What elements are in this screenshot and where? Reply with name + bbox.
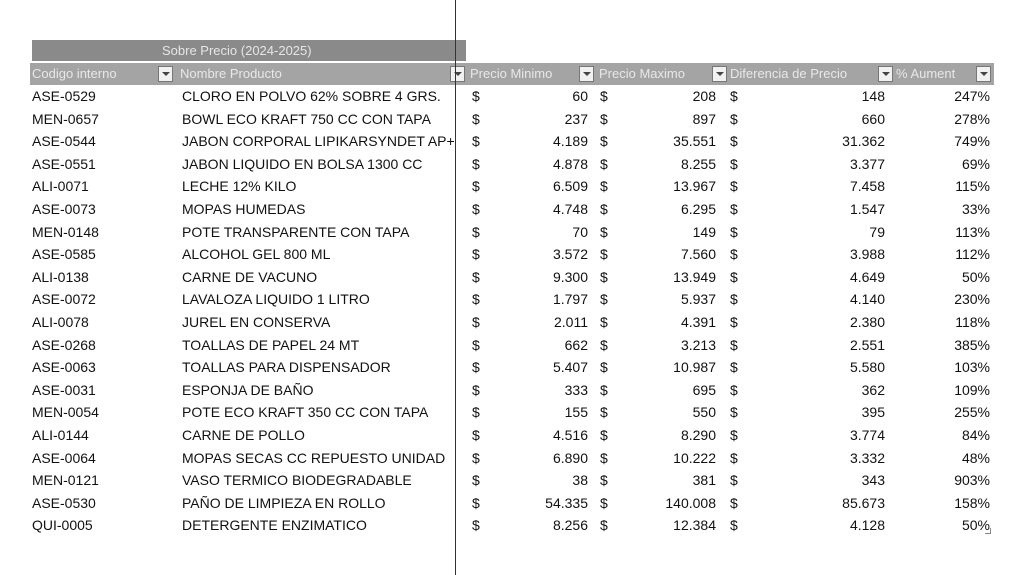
- currency-symbol[interactable]: $: [472, 381, 480, 398]
- code-cell[interactable]: ASE-0530: [32, 494, 96, 511]
- precio-minimo-cell[interactable]: 4.748: [552, 200, 588, 217]
- table-row[interactable]: [0, 222, 1024, 245]
- code-cell[interactable]: ASE-0268: [32, 336, 96, 353]
- diferencia-cell[interactable]: 343: [861, 472, 885, 489]
- porcentaje-cell[interactable]: 278%: [954, 110, 990, 127]
- currency-symbol[interactable]: $: [472, 517, 480, 534]
- precio-minimo-cell[interactable]: 155: [564, 404, 588, 421]
- product-name-cell[interactable]: CLORO EN POLVO 62% SOBRE 4 GRS.: [182, 88, 441, 104]
- code-cell[interactable]: ASE-0073: [32, 200, 96, 217]
- precio-minimo-cell[interactable]: 8.256: [552, 517, 588, 534]
- currency-symbol[interactable]: $: [600, 404, 608, 421]
- table-row[interactable]: [0, 470, 1024, 493]
- product-name-cell[interactable]: POTE TRANSPARENTE CON TAPA: [182, 223, 410, 240]
- filter-dropdown-diferencia[interactable]: [878, 63, 893, 85]
- currency-symbol[interactable]: $: [730, 268, 738, 285]
- product-name-cell[interactable]: ESPONJA DE BAÑO: [182, 381, 314, 398]
- currency-symbol[interactable]: $: [472, 359, 480, 376]
- currency-symbol[interactable]: $: [600, 223, 608, 240]
- porcentaje-cell[interactable]: 158%: [954, 494, 990, 511]
- precio-minimo-cell[interactable]: 4.878: [552, 155, 588, 172]
- product-name-cell[interactable]: CARNE DE VACUNO: [182, 268, 318, 285]
- precio-maximo-cell[interactable]: 4.391: [680, 313, 716, 330]
- header-nombre-producto: Nombre Producto: [180, 66, 282, 81]
- filter-dropdown-minimo[interactable]: [579, 63, 594, 85]
- code-cell[interactable]: ASE-0529: [32, 88, 96, 104]
- precio-maximo-cell[interactable]: 6.295: [680, 200, 716, 217]
- precio-minimo-cell[interactable]: 70: [572, 223, 588, 240]
- diferencia-cell[interactable]: 7.458: [849, 178, 885, 195]
- currency-symbol[interactable]: $: [730, 517, 738, 534]
- precio-maximo-cell[interactable]: 7.560: [680, 246, 716, 263]
- currency-symbol[interactable]: $: [600, 517, 608, 534]
- product-name-cell[interactable]: BOWL ECO KRAFT 750 CC CON TAPA: [182, 110, 431, 127]
- currency-symbol[interactable]: $: [730, 155, 738, 172]
- currency-symbol[interactable]: $: [730, 110, 738, 127]
- precio-maximo-cell[interactable]: 140.008: [665, 494, 716, 511]
- diferencia-cell[interactable]: 395: [861, 404, 885, 421]
- diferencia-cell[interactable]: 2.380: [849, 313, 885, 330]
- precio-maximo-cell[interactable]: 695: [692, 381, 716, 398]
- code-cell[interactable]: QUI-0005: [32, 517, 93, 534]
- product-name-cell[interactable]: MOPAS SECAS CC REPUESTO UNIDAD: [182, 449, 446, 466]
- product-name-cell[interactable]: JABON LIQUIDO EN BOLSA 1300 CC: [182, 155, 423, 172]
- precio-minimo-cell[interactable]: 38: [572, 472, 588, 489]
- precio-maximo-cell[interactable]: 381: [692, 472, 716, 489]
- currency-symbol[interactable]: $: [730, 313, 738, 330]
- table-row[interactable]: [0, 176, 1024, 199]
- currency-symbol[interactable]: $: [730, 381, 738, 398]
- filter-dropdown-porcentaje[interactable]: [976, 63, 991, 85]
- column-divider-line: [455, 0, 456, 575]
- code-cell[interactable]: ALI-0138: [32, 268, 89, 285]
- table-resize-handle[interactable]: [985, 528, 991, 534]
- product-name-cell[interactable]: POTE ECO KRAFT 350 CC CON TAPA: [182, 404, 429, 421]
- table-row[interactable]: [0, 312, 1024, 335]
- table-row[interactable]: [0, 86, 1024, 109]
- table-row[interactable]: [0, 402, 1024, 425]
- currency-symbol[interactable]: $: [472, 133, 480, 150]
- diferencia-cell[interactable]: 85.673: [842, 494, 885, 511]
- product-name-cell[interactable]: TOALLAS DE PAPEL 24 MT: [182, 336, 360, 353]
- table-row[interactable]: [0, 335, 1024, 358]
- code-cell[interactable]: ASE-0063: [32, 359, 96, 376]
- currency-symbol[interactable]: $: [472, 268, 480, 285]
- code-cell[interactable]: MEN-0148: [32, 223, 99, 240]
- porcentaje-cell[interactable]: 103%: [954, 359, 990, 376]
- currency-symbol[interactable]: $: [730, 494, 738, 511]
- currency-symbol[interactable]: $: [472, 426, 480, 443]
- precio-maximo-cell[interactable]: 5.937: [680, 291, 716, 308]
- product-name-cell[interactable]: ALCOHOL GEL 800 ML: [182, 246, 331, 263]
- precio-minimo-cell[interactable]: 2.011: [554, 313, 588, 330]
- diferencia-cell[interactable]: 1.547: [849, 200, 885, 217]
- porcentaje-cell[interactable]: 50%: [961, 268, 990, 285]
- header-diferencia-precio: Diferencia de Precio: [730, 66, 848, 81]
- precio-maximo-cell[interactable]: 13.949: [673, 268, 716, 285]
- code-cell[interactable]: ASE-0544: [32, 133, 96, 150]
- table-row[interactable]: [0, 244, 1024, 267]
- precio-minimo-cell[interactable]: 333: [564, 381, 588, 398]
- code-cell[interactable]: ASE-0551: [32, 155, 96, 172]
- code-cell[interactable]: ALI-0071: [32, 178, 89, 195]
- code-cell[interactable]: MEN-0657: [32, 110, 99, 127]
- porcentaje-cell[interactable]: 50%: [961, 517, 990, 534]
- currency-symbol[interactable]: $: [600, 110, 608, 127]
- currency-symbol[interactable]: $: [600, 246, 608, 263]
- table-row[interactable]: [0, 380, 1024, 403]
- precio-maximo-cell[interactable]: 35.551: [673, 133, 716, 150]
- code-cell[interactable]: ALI-0078: [32, 313, 89, 330]
- code-cell[interactable]: MEN-0121: [32, 472, 99, 489]
- precio-maximo-cell[interactable]: 12.384: [673, 517, 716, 534]
- dropdown-arrow-icon[interactable]: [712, 66, 727, 82]
- product-name-cell[interactable]: MOPAS HUMEDAS: [182, 200, 306, 217]
- precio-maximo-cell[interactable]: 10.987: [673, 359, 716, 376]
- product-name-cell[interactable]: JABON CORPORAL LIPIKARSYNDET AP+: [182, 133, 455, 150]
- porcentaje-cell[interactable]: 247%: [954, 88, 990, 104]
- currency-symbol[interactable]: $: [730, 336, 738, 353]
- porcentaje-cell[interactable]: 118%: [955, 313, 990, 330]
- currency-symbol[interactable]: $: [730, 223, 738, 240]
- currency-symbol[interactable]: $: [600, 494, 608, 511]
- diferencia-cell[interactable]: 3.332: [849, 449, 885, 466]
- currency-symbol[interactable]: $: [472, 200, 480, 217]
- product-name-cell[interactable]: DETERGENTE ENZIMATICO: [182, 517, 367, 534]
- porcentaje-cell[interactable]: 113%: [955, 223, 990, 240]
- dropdown-arrow-icon[interactable]: [976, 66, 991, 82]
- porcentaje-cell[interactable]: 385%: [954, 336, 990, 353]
- porcentaje-cell[interactable]: 112%: [955, 246, 990, 263]
- currency-symbol[interactable]: $: [472, 336, 480, 353]
- precio-maximo-cell[interactable]: 3.213: [680, 336, 716, 353]
- product-name-cell[interactable]: PAÑO DE LIMPIEZA EN ROLLO: [182, 494, 386, 511]
- table-row[interactable]: [0, 425, 1024, 448]
- table-row[interactable]: [0, 109, 1024, 132]
- precio-minimo-cell[interactable]: 60: [572, 88, 588, 104]
- table-row[interactable]: [0, 515, 1024, 538]
- product-name-cell[interactable]: VASO TERMICO BIODEGRADABLE: [182, 472, 412, 489]
- dropdown-arrow-icon[interactable]: [158, 66, 173, 82]
- diferencia-cell[interactable]: 4.140: [849, 291, 885, 308]
- currency-symbol[interactable]: $: [472, 449, 480, 466]
- table-body: [0, 86, 1024, 538]
- precio-minimo-cell[interactable]: 6.890: [552, 449, 588, 466]
- table-title: Sobre Precio (2024-2025): [162, 43, 312, 58]
- precio-minimo-cell[interactable]: 237: [564, 110, 588, 127]
- currency-symbol[interactable]: $: [472, 291, 480, 308]
- code-cell[interactable]: ALI-0144: [32, 426, 89, 443]
- product-name-cell[interactable]: CARNE DE POLLO: [182, 426, 305, 443]
- product-name-cell[interactable]: LECHE 12% KILO: [182, 178, 297, 195]
- code-cell[interactable]: ASE-0072: [32, 291, 96, 308]
- header-codigo-interno: Codigo interno: [32, 66, 117, 81]
- porcentaje-cell[interactable]: 33%: [961, 200, 990, 217]
- currency-symbol[interactable]: $: [472, 178, 480, 195]
- table-row[interactable]: [0, 289, 1024, 312]
- precio-maximo-cell[interactable]: 13.967: [673, 178, 716, 195]
- table-row[interactable]: [0, 357, 1024, 380]
- currency-symbol[interactable]: $: [472, 88, 480, 104]
- porcentaje-cell[interactable]: 115%: [955, 178, 990, 195]
- precio-maximo-cell[interactable]: 8.255: [680, 155, 716, 172]
- diferencia-cell[interactable]: 148: [861, 88, 885, 104]
- currency-symbol[interactable]: $: [730, 133, 738, 150]
- diferencia-cell[interactable]: 31.362: [842, 133, 885, 150]
- filter-dropdown-codigo[interactable]: [158, 63, 173, 85]
- currency-symbol[interactable]: $: [730, 404, 738, 421]
- currency-symbol[interactable]: $: [600, 359, 608, 376]
- precio-maximo-cell[interactable]: 208: [692, 88, 716, 104]
- currency-symbol[interactable]: $: [600, 426, 608, 443]
- precio-maximo-cell[interactable]: 897: [692, 110, 716, 127]
- currency-symbol[interactable]: $: [600, 88, 608, 104]
- precio-minimo-cell[interactable]: 662: [564, 336, 588, 353]
- product-name-cell[interactable]: TOALLAS PARA DISPENSADOR: [182, 359, 391, 376]
- porcentaje-cell[interactable]: 84%: [961, 426, 990, 443]
- diferencia-cell[interactable]: 2.551: [849, 336, 885, 353]
- currency-symbol[interactable]: $: [600, 291, 608, 308]
- currency-symbol[interactable]: $: [600, 155, 608, 172]
- currency-symbol[interactable]: $: [730, 426, 738, 443]
- code-cell[interactable]: ASE-0585: [32, 246, 96, 263]
- currency-symbol[interactable]: $: [600, 472, 608, 489]
- table-row[interactable]: [0, 448, 1024, 471]
- currency-symbol[interactable]: $: [730, 472, 738, 489]
- currency-symbol[interactable]: $: [600, 313, 608, 330]
- table-row[interactable]: [0, 199, 1024, 222]
- header-precio-minimo: Precio Minimo: [470, 66, 553, 81]
- product-name-cell[interactable]: LAVALOZA LIQUIDO 1 LITRO: [182, 291, 370, 308]
- currency-symbol[interactable]: $: [730, 88, 738, 104]
- header-precio-maximo: Precio Maximo: [599, 66, 685, 81]
- diferencia-cell[interactable]: 4.128: [849, 517, 885, 534]
- currency-symbol[interactable]: $: [600, 200, 608, 217]
- diferencia-cell[interactable]: 79: [869, 223, 885, 240]
- dropdown-arrow-icon[interactable]: [878, 66, 893, 82]
- precio-minimo-cell[interactable]: 5.407: [552, 359, 588, 376]
- currency-symbol[interactable]: $: [730, 178, 738, 195]
- currency-symbol[interactable]: $: [600, 336, 608, 353]
- currency-symbol[interactable]: $: [472, 246, 480, 263]
- currency-symbol[interactable]: $: [472, 155, 480, 172]
- precio-minimo-cell[interactable]: 9.300: [552, 268, 588, 285]
- porcentaje-cell[interactable]: 48%: [961, 449, 990, 466]
- porcentaje-cell[interactable]: 903%: [954, 472, 990, 489]
- currency-symbol[interactable]: $: [472, 110, 480, 127]
- precio-maximo-cell[interactable]: 550: [692, 404, 716, 421]
- diferencia-cell[interactable]: 3.377: [849, 155, 885, 172]
- porcentaje-cell[interactable]: 230%: [954, 291, 990, 308]
- precio-maximo-cell[interactable]: 149: [692, 223, 716, 240]
- currency-symbol[interactable]: $: [600, 268, 608, 285]
- precio-minimo-cell[interactable]: 1.797: [552, 291, 588, 308]
- product-name-cell[interactable]: JUREL EN CONSERVA: [182, 313, 331, 330]
- table-row[interactable]: [0, 267, 1024, 290]
- porcentaje-cell[interactable]: 749%: [954, 133, 990, 150]
- porcentaje-cell[interactable]: 255%: [954, 404, 990, 421]
- precio-minimo-cell[interactable]: 4.189: [552, 133, 588, 150]
- precio-minimo-cell[interactable]: 4.516: [552, 426, 588, 443]
- currency-symbol[interactable]: $: [472, 223, 480, 240]
- currency-symbol[interactable]: $: [730, 200, 738, 217]
- precio-minimo-cell[interactable]: 54.335: [545, 494, 588, 511]
- code-cell[interactable]: ASE-0064: [32, 449, 96, 466]
- filter-dropdown-maximo[interactable]: [712, 63, 727, 85]
- currency-symbol[interactable]: $: [472, 472, 480, 489]
- table-row[interactable]: [0, 493, 1024, 516]
- code-cell[interactable]: ASE-0031: [32, 381, 96, 398]
- currency-symbol[interactable]: $: [600, 178, 608, 195]
- diferencia-cell[interactable]: 4.649: [849, 268, 885, 285]
- table-title-bar: [32, 40, 466, 61]
- diferencia-cell[interactable]: 5.580: [849, 359, 885, 376]
- precio-maximo-cell[interactable]: 8.290: [680, 426, 716, 443]
- table-row[interactable]: [0, 131, 1024, 154]
- currency-symbol[interactable]: $: [730, 246, 738, 263]
- currency-symbol[interactable]: $: [730, 291, 738, 308]
- porcentaje-cell[interactable]: 109%: [954, 381, 990, 398]
- diferencia-cell[interactable]: 3.988: [849, 246, 885, 263]
- dropdown-arrow-icon[interactable]: [450, 66, 465, 82]
- diferencia-cell[interactable]: 362: [861, 381, 885, 398]
- currency-symbol[interactable]: $: [730, 359, 738, 376]
- header-porcentaje-aumento: % Aument: [896, 66, 956, 81]
- precio-minimo-cell[interactable]: 3.572: [552, 246, 588, 263]
- diferencia-cell[interactable]: 3.774: [849, 426, 885, 443]
- table-header-row: [30, 63, 994, 85]
- currency-symbol[interactable]: $: [472, 313, 480, 330]
- currency-symbol[interactable]: $: [600, 133, 608, 150]
- code-cell[interactable]: MEN-0054: [32, 404, 99, 421]
- currency-symbol[interactable]: $: [730, 449, 738, 466]
- filter-dropdown-nombre[interactable]: [450, 63, 465, 85]
- dropdown-arrow-icon[interactable]: [579, 66, 594, 82]
- currency-symbol[interactable]: $: [600, 449, 608, 466]
- currency-symbol[interactable]: $: [472, 404, 480, 421]
- table-row[interactable]: [0, 154, 1024, 177]
- currency-symbol[interactable]: $: [472, 494, 480, 511]
- diferencia-cell[interactable]: 660: [861, 110, 885, 127]
- currency-symbol[interactable]: $: [600, 381, 608, 398]
- precio-minimo-cell[interactable]: 6.509: [552, 178, 588, 195]
- precio-maximo-cell[interactable]: 10.222: [673, 449, 716, 466]
- porcentaje-cell[interactable]: 69%: [961, 155, 990, 172]
